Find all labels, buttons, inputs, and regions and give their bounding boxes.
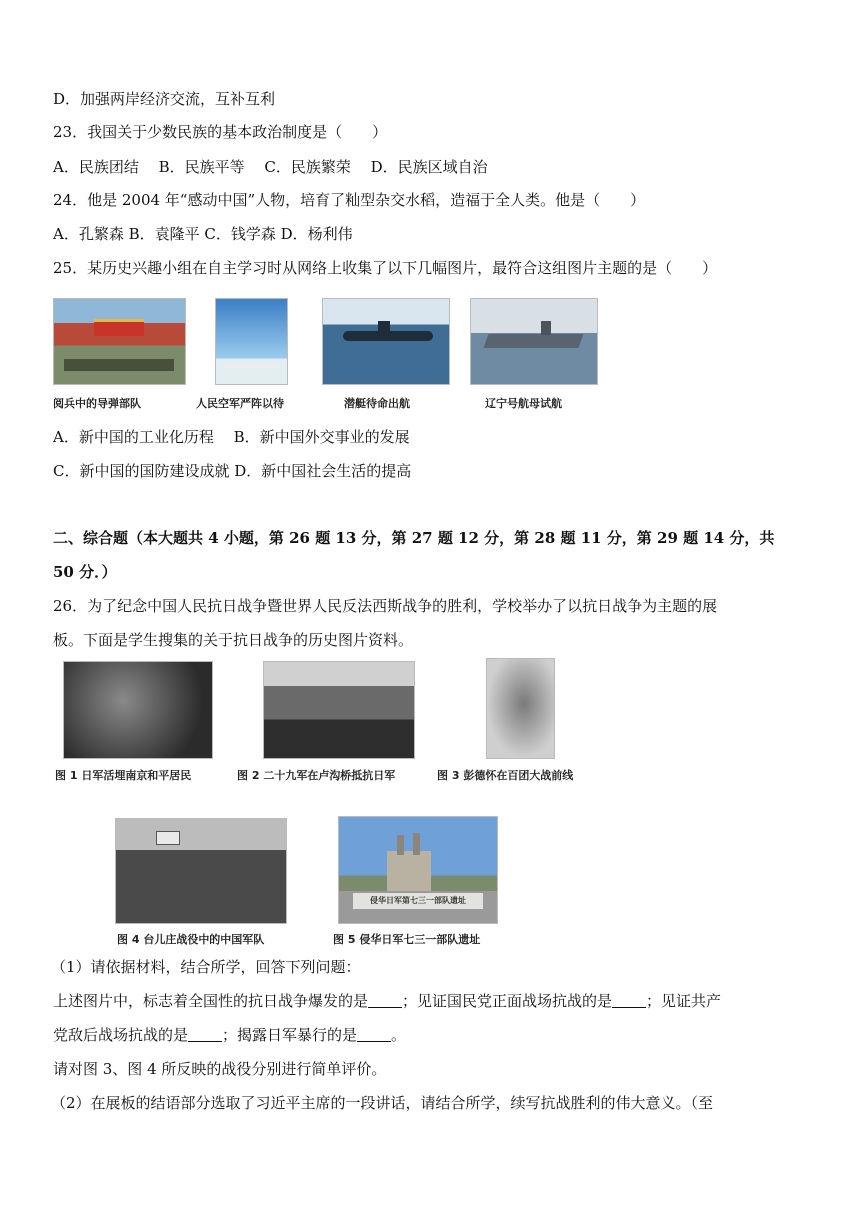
q26-part2: （2）在展板的结语部分选取了习近平主席的一段讲话，请结合所学，续写抗战胜利的伟大意义。（至 (51, 1094, 714, 1112)
q26-caption-2: 图 2 二十九军在卢沟桥抵抗日军 (237, 769, 396, 782)
q25-options-line2: C．新中国的国防建设成就 D．新中国社会生活的提高 (53, 462, 412, 480)
q26-line-b-text-3: 。 (391, 1026, 407, 1044)
q24-options: A．孔繁森 B．袁隆平 C．钱学森 D．杨利伟 (53, 225, 353, 243)
q25-caption-4: 辽宁号航母试航 (485, 397, 562, 410)
q26-figure-1 (55, 661, 225, 783)
q26-line-a-text-2: ；见证国民党正面战场抗战的是 (402, 992, 613, 1010)
q26-figure-2 (237, 661, 427, 783)
q26-caption-1: 图 1 日军活埋南京和平居民 (55, 769, 192, 782)
carrier-photo (470, 298, 598, 385)
q23-stem: 23．我国关于少数民族的基本政治制度是（ ） (53, 123, 388, 141)
q26-line-a (53, 991, 721, 1011)
q26-figure-4 (113, 818, 288, 948)
q22-option-d: D．加强两岸经济交流，互补互利 (53, 90, 276, 108)
q26-caption-5: 图 5 侵华日军七三一部队遗址 (333, 933, 481, 946)
q23-options: A．民族团结 B．民族平等 C．民族繁荣 D．民族区域自治 (53, 158, 488, 176)
section2-heading-line2: 50 分．） (53, 563, 117, 581)
q26-line-b-text-2: ；揭露日军暴行的是 (222, 1026, 358, 1044)
answer-blank-3[interactable] (188, 1027, 222, 1042)
q26-line-b (53, 1025, 406, 1045)
submarine-photo (322, 298, 450, 385)
q25-stem: 25．某历史兴趣小组在自主学习时从网络上收集了以下几幅图片，最符合这组图片主题的是（ ） (53, 259, 718, 277)
q25-caption-1: 阅兵中的导弹部队 (53, 397, 141, 410)
q26-line-b-text-1: 党敌后战场抗战的是 (53, 1026, 189, 1044)
unit731-site-photo (338, 816, 498, 924)
q25-options-line1: A．新中国的工业化历程 B．新中国外交事业的发展 (53, 428, 410, 446)
q26-stem-line1: 26．为了纪念中国人民抗日战争暨世界人民反法西斯战争的胜利，学校举办了以抗日战争为主题的展 (53, 597, 718, 615)
q25-caption-2: 人民空军严阵以待 (196, 397, 284, 410)
q25-figure-carrier (470, 298, 598, 412)
answer-blank-4[interactable] (357, 1027, 391, 1042)
q26-caption-4: 图 4 台儿庄战役中的中国军队 (117, 933, 265, 946)
q26-caption-3: 图 3 彭德怀在百团大战前线 (437, 769, 574, 782)
q25-figure-missile (53, 298, 186, 412)
taierzhuang-photo (115, 818, 287, 924)
q26-figure-5 (333, 816, 513, 948)
answer-blank-1[interactable] (368, 993, 402, 1008)
site-sign: 侵华日军第七三一部队遗址 (353, 893, 483, 909)
section2-heading-line1: 二、综合题（本大题共 4 小题，第 26 题 13 分，第 27 题 12 分，第 28 题 11 分，第 29 题 14 分，共 (53, 529, 775, 547)
lugou-bridge-photo (263, 661, 415, 759)
q26-line-a-text-3: ；见证共产 (646, 992, 722, 1010)
q25-figure-airforce (196, 298, 304, 412)
missile-parade-photo (53, 298, 186, 385)
q26-figure-3 (437, 658, 602, 783)
q26-line-a-text-1: 上述图片中，标志着全国性的抗日战争爆发的是 (53, 992, 369, 1010)
q26-line-c: 请对图 3、图 4 所反映的战役分别进行简单评价。 (53, 1060, 387, 1078)
q26-part1: （1）请依据材料，结合所学，回答下列问题： (51, 958, 361, 976)
nanjing-photo (63, 661, 213, 759)
q25-figure-submarine (322, 298, 450, 412)
q25-caption-3: 潜艇待命出航 (344, 397, 410, 410)
q26-stem-line2: 板。下面是学生搜集的关于抗日战争的历史图片资料。 (53, 631, 414, 649)
answer-blank-2[interactable] (612, 993, 646, 1008)
peng-dehuai-photo (486, 658, 555, 759)
airforce-photo (215, 298, 288, 385)
q24-stem: 24．他是 2004 年“感动中国”人物，培育了籼型杂交水稻，造福于全人类。他是（ ） (53, 191, 646, 209)
